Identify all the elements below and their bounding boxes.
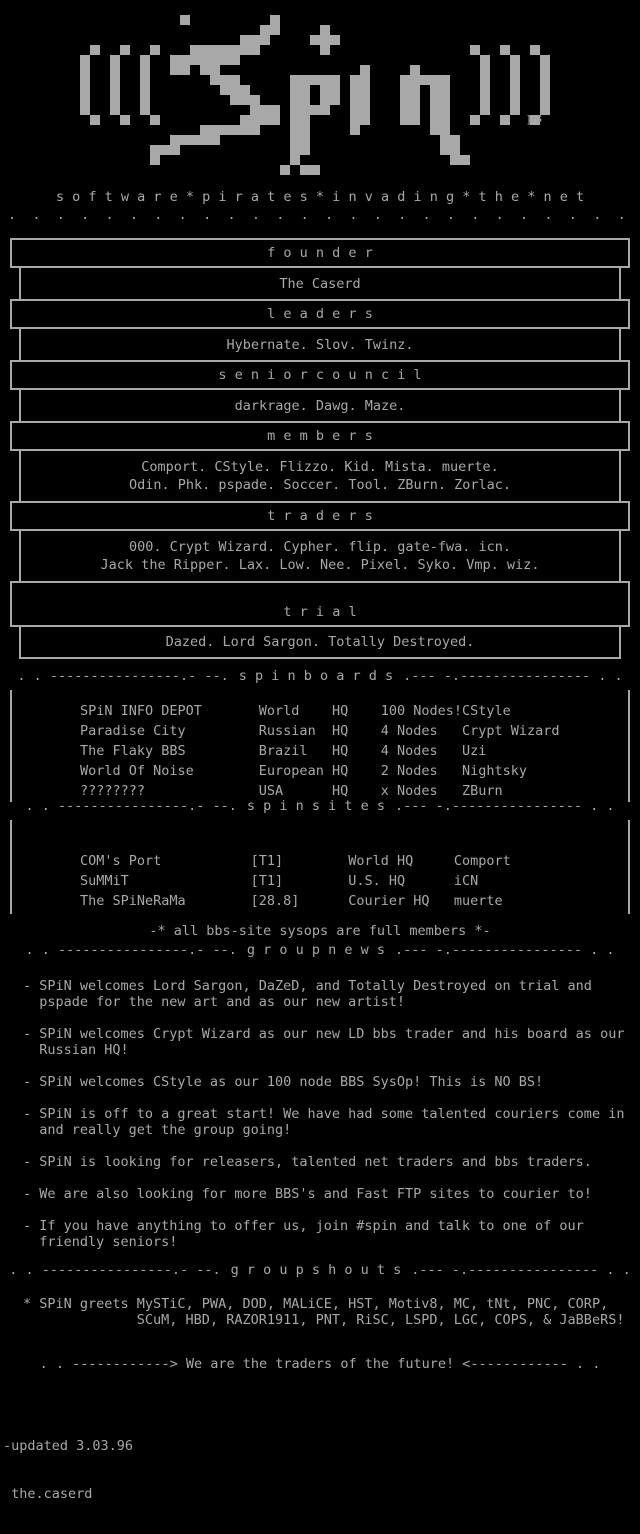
logo-pixel <box>300 95 310 105</box>
logo-pixel <box>140 75 150 85</box>
logo-pixel <box>80 55 90 65</box>
logo-pixel <box>220 125 230 135</box>
news-line: - SPiN is looking for releasers, talented net traders and bbs traders. <box>23 1154 592 1170</box>
greets-line: SCuM, HBD, RAZOR1911, PNT, RiSC, LSPD, LGC, COPS, & JaBBeRS! <box>23 1312 625 1328</box>
logo-pixel <box>180 55 190 65</box>
logo-pixel <box>360 95 370 105</box>
logo-pixel <box>210 135 220 145</box>
logo-pixel <box>450 145 460 155</box>
logo-pixel <box>250 35 260 45</box>
news-line: Russian HQ! <box>23 1042 129 1058</box>
board-name: SPiN INFO DEPOT <box>80 703 202 719</box>
logo-pixel <box>330 75 340 85</box>
logo-pixel <box>480 75 490 85</box>
logo-pixel <box>250 45 260 55</box>
logo-pixel <box>250 115 260 125</box>
logo-pixel <box>530 45 540 55</box>
board-location: USA <box>258 783 284 799</box>
logo-pixel <box>180 135 190 145</box>
logo-pixel <box>360 85 370 95</box>
news-line: - SPiN welcomes Crypt Wizard as our new LD bbs trader and his board as our <box>23 1026 625 1042</box>
logo-pixel <box>440 95 450 105</box>
dots-divider: . . . . . . . . . . . . . . . . . . . . . . . . . . <box>8 207 626 223</box>
rule-dashes-left: . . ----------------.- --. <box>9 1262 221 1278</box>
logo-pixel <box>290 135 300 145</box>
logo-pixel <box>140 105 150 115</box>
board-nodes: x Nodes <box>380 783 438 799</box>
logo-pixel <box>270 15 280 25</box>
logo-pixel <box>140 95 150 105</box>
logo-pixel <box>180 15 190 25</box>
logo-pixel <box>480 95 490 105</box>
logo-pixel <box>200 135 210 145</box>
logo-pixel <box>480 55 490 65</box>
footer-updated: -updated 3.03.96 <box>3 1438 134 1454</box>
news-line: and really get the group going! <box>23 1122 292 1138</box>
logo-pixel <box>320 95 330 105</box>
logo-pixel <box>90 45 100 55</box>
board-row <box>12 761 628 781</box>
news-item <box>23 1074 640 1090</box>
news-item <box>23 1026 640 1058</box>
roster-section-names <box>19 390 621 421</box>
logo-pixel <box>210 65 220 75</box>
logo-pixel <box>150 45 160 55</box>
logo-pixel <box>300 125 310 135</box>
logo-pixel <box>420 75 430 85</box>
roster-names-line: Hybernate. Slov. Twinz. <box>226 336 414 353</box>
roster-section-names <box>19 531 621 581</box>
logo-pixel <box>290 155 300 165</box>
news-item <box>23 978 640 1010</box>
logo-pixel <box>300 165 310 175</box>
logo-pixel <box>90 115 100 125</box>
section-title-groupshouts: g r o u p s h o u t s <box>230 1262 402 1278</box>
board-hq-label: HQ <box>331 703 349 719</box>
logo-pixel <box>440 85 450 95</box>
rule-dashes-right: .--- -.---------------- . . <box>395 798 615 814</box>
board-sysop: Crypt Wizard <box>461 723 560 739</box>
logo-pixel <box>140 65 150 75</box>
logo-pixel <box>290 85 300 95</box>
logo-pixel <box>320 35 330 45</box>
logo-pixel <box>300 75 310 85</box>
roster-section-names <box>19 627 621 659</box>
section-title-spinboards: s p i n b o a r d s <box>238 668 394 684</box>
board-sysop: ZBurn <box>461 783 503 799</box>
logo-pixel <box>450 155 460 165</box>
logo-pixel <box>310 75 320 85</box>
board-row <box>12 721 628 741</box>
board-nodes: 4 Nodes <box>380 743 438 759</box>
logo-pixel <box>290 105 300 115</box>
board-nodes: 100 Nodes! <box>380 703 462 719</box>
logo-pixel <box>410 65 420 75</box>
footer <box>3 1406 133 1534</box>
logo-pixel <box>110 55 120 65</box>
section-rule-groupnews <box>0 942 640 958</box>
logo-pixel <box>200 125 210 135</box>
site-speed: [28.8] <box>250 893 300 909</box>
logo-pixel <box>540 75 550 85</box>
logo-pixel <box>240 35 250 45</box>
logo-pixel <box>180 65 190 75</box>
logo-pixel <box>250 105 260 115</box>
logo-pixel <box>350 105 360 115</box>
groupshouts-section <box>0 1262 640 1328</box>
logo-pixel <box>440 115 450 125</box>
logo-pixel <box>400 95 410 105</box>
logo-pixel <box>510 75 520 85</box>
groupnews-section <box>0 942 640 1266</box>
logo-pixel <box>500 45 510 55</box>
logo-pixel <box>160 145 170 155</box>
slogan-arrow-right: <------------ . . <box>454 1356 601 1372</box>
site-name: COM's Port <box>80 853 162 869</box>
logo-pixel <box>230 95 240 105</box>
news-line: friendly seniors! <box>23 1234 178 1250</box>
logo-pixel <box>80 75 90 85</box>
site-name: The SPiNeRaMa <box>80 893 186 909</box>
logo-pixel <box>430 115 440 125</box>
logo-pixel <box>110 95 120 105</box>
roster-names-line: Comport. CStyle. Flizzo. Kid. Mista. muerte. <box>141 459 499 475</box>
rule-dashes-right: .--- -.---------------- . . <box>411 1262 631 1278</box>
roster-names-line: Odin. Phk. pspade. Soccer. Tool. ZBurn. Zorlac. <box>128 477 511 493</box>
logo-pixel <box>290 145 300 155</box>
logo-pixel <box>170 145 180 155</box>
roster-section-names <box>19 268 621 299</box>
logo-pixel <box>200 55 210 65</box>
logo-pixel <box>110 85 120 95</box>
news-item <box>23 1186 640 1202</box>
logo-pixel <box>170 65 180 75</box>
logo-pixel <box>210 125 220 135</box>
logo-pixel <box>510 85 520 95</box>
logo-pixel <box>360 75 370 85</box>
site-speed: [T1] <box>250 873 284 889</box>
logo-pixel <box>480 105 490 115</box>
news-items <box>0 978 640 1250</box>
logo-pixel <box>270 105 280 115</box>
board-name: Paradise City <box>80 723 186 739</box>
site-sysop: Comport <box>453 853 511 869</box>
board-location: Russian <box>258 723 316 739</box>
logo-pixel <box>440 125 450 135</box>
spin-logo-art <box>0 5 640 180</box>
roster-names-line: darkrage. Dawg. Maze. <box>234 397 406 414</box>
logo-pixel <box>290 95 300 105</box>
logo-pixel <box>230 85 240 95</box>
board-row <box>12 741 628 761</box>
site-row <box>12 891 628 911</box>
rule-dashes-left: . . ----------------.- --. <box>25 942 237 958</box>
logo-pixel <box>220 85 230 95</box>
logo-pixel <box>230 55 240 65</box>
logo-pixel <box>320 85 330 95</box>
logo-pixel <box>150 145 160 155</box>
logo-pixel <box>210 45 220 55</box>
logo-pixel <box>150 115 160 125</box>
logo-pixel <box>430 125 440 135</box>
logo-pixel <box>400 75 410 85</box>
roster-names-line: Dazed. Lord Sargon. Totally Destroyed. <box>165 634 475 650</box>
logo-pixel <box>410 95 420 105</box>
logo-pixel <box>150 155 160 165</box>
logo-pixel <box>210 55 220 65</box>
slogan-arrow-left: . . ------------> <box>39 1356 186 1372</box>
board-sysop: CStyle <box>461 703 511 719</box>
logo-pixel <box>280 165 290 175</box>
section-rule-spinboards <box>0 668 640 684</box>
site-sysop: muerte <box>453 893 503 909</box>
board-hq-label: HQ <box>331 723 349 739</box>
logo-pixel <box>240 45 250 55</box>
roster-names-line: 000. Crypt Wizard. Cypher. flip. gate-fwa. icn. <box>128 539 511 555</box>
footer-author: the.caserd <box>3 1486 93 1502</box>
site-sysop: iCN <box>453 873 479 889</box>
logo-pixel <box>360 65 370 75</box>
rule-dashes-left: . . ----------------.- --. <box>17 668 229 684</box>
board-hq-label: HQ <box>331 763 349 779</box>
rule-dashes-right: .--- -.---------------- . . <box>403 668 623 684</box>
logo-pixel <box>480 65 490 75</box>
logo-pixel <box>300 105 310 115</box>
spinboards-section <box>0 668 640 802</box>
news-line: - We are also looking for more BBS's and Fast FTP sites to courier to! <box>23 1186 592 1202</box>
logo-pixel <box>290 125 300 135</box>
logo-pixel <box>230 45 240 55</box>
logo-pixel <box>320 105 330 115</box>
logo-pixel <box>330 35 340 45</box>
logo-pixel <box>430 75 440 85</box>
logo-pixel <box>140 55 150 65</box>
logo-pixel <box>200 65 210 75</box>
logo-pixel <box>80 65 90 75</box>
logo-pixel <box>540 65 550 75</box>
logo-pixel <box>260 105 270 115</box>
news-line: - SPiN is off to a great start! We have had some talented couriers come in <box>23 1106 625 1122</box>
roster-names-line: Jack the Ripper. Lax. Low. Nee. Pixel. Syko. Vmp. wiz. <box>100 557 540 573</box>
tagline: s o f t w a r e * p i r a t e s * i n v a d i n g * t h e * n e t <box>55 189 585 205</box>
logo-pixel <box>440 135 450 145</box>
site-row <box>12 871 628 891</box>
logo-pixel <box>260 115 270 125</box>
board-location: World <box>258 703 300 719</box>
news-line: pspade for the new art and as our new artist! <box>23 994 406 1010</box>
logo-pixel <box>350 115 360 125</box>
spinboards-table <box>10 690 630 802</box>
logo-pixel <box>210 75 220 85</box>
logo-pixel <box>240 85 250 95</box>
roster-section-header: s e n i o r c o u n c i l <box>10 360 630 390</box>
logo-pixel <box>400 105 410 115</box>
board-location: European <box>258 763 324 779</box>
logo-pixel <box>260 25 270 35</box>
roster-section-header: t r i a l <box>10 581 630 627</box>
roster-names-line: The Caserd <box>279 275 361 292</box>
logo-pixel <box>80 85 90 95</box>
logo-pixel <box>120 45 130 55</box>
greets-line: * SPiN greets MySTiC, PWA, DOD, MALiCE, HST, Motiv8, MC, tNt, PNC, CORP, <box>23 1296 609 1312</box>
site-speed: [T1] <box>250 853 284 869</box>
logo-pixel <box>270 115 280 125</box>
logo-pixel <box>290 75 300 85</box>
site-hq: U.S. HQ <box>348 873 406 889</box>
logo-pixel <box>440 145 450 155</box>
news-line: - SPiN welcomes CStyle as our 100 node BBS SysOp! This is NO BS! <box>23 1074 544 1090</box>
board-name: ???????? <box>80 783 146 799</box>
news-item <box>23 1154 640 1170</box>
logo-pixel <box>110 105 120 115</box>
slogan-text: We are the traders of the future! <box>185 1356 455 1372</box>
logo-pixel <box>510 65 520 75</box>
logo-pixel <box>230 75 240 85</box>
board-name: World Of Noise <box>80 763 194 779</box>
rule-dashes-left: . . ----------------.- --. <box>25 798 237 814</box>
board-location: Brazil <box>258 743 308 759</box>
roster-section-names <box>19 451 621 501</box>
logo-pixel <box>170 135 180 145</box>
board-sysop: Nightsky <box>461 763 527 779</box>
slogan-line <box>0 1356 640 1372</box>
logo-pixel <box>450 135 460 145</box>
logo-pixel <box>350 75 360 85</box>
logo-pixel <box>320 75 330 85</box>
logo-pixel <box>360 105 370 115</box>
logo-pixel <box>110 65 120 75</box>
logo-pixel <box>140 85 150 95</box>
board-name: The Flaky BBS <box>80 743 186 759</box>
logo-pixel <box>510 95 520 105</box>
logo-pixel <box>190 135 200 145</box>
logo-pixel <box>440 105 450 115</box>
roster-section-header: t r a d e r s <box>10 501 630 531</box>
logo-pixel <box>230 125 240 135</box>
logo-pixel <box>120 115 130 125</box>
logo-pixel <box>300 135 310 145</box>
logo-artist-signature: ps <box>527 111 542 126</box>
logo-pixel <box>430 105 440 115</box>
logo-pixel <box>200 45 210 55</box>
logo-pixel <box>410 85 420 95</box>
logo-pixel <box>410 115 420 125</box>
logo-pixel <box>480 85 490 95</box>
logo-pixel <box>350 125 360 135</box>
logo-pixel <box>410 75 420 85</box>
logo-pixel <box>500 115 510 125</box>
sysops-note: -* all bbs-site sysops are full members *- <box>149 923 491 939</box>
section-rule-groupshouts <box>0 1262 640 1278</box>
logo-pixel <box>240 125 250 135</box>
roster-section-header: m e m b e r s <box>10 421 630 451</box>
site-row <box>12 851 628 871</box>
logo-pixel <box>470 115 480 125</box>
logo-pixel <box>540 85 550 95</box>
board-nodes: 4 Nodes <box>380 723 438 739</box>
section-title-groupnews: g r o u p n e w s <box>246 942 386 958</box>
logo-pixel <box>320 25 330 35</box>
logo-pixel <box>410 105 420 115</box>
logo-pixel <box>320 45 330 55</box>
logo-pixel <box>250 95 260 105</box>
board-hq-label: HQ <box>331 743 349 759</box>
logo-pixel <box>310 35 320 45</box>
news-line: - If you have anything to offer us, join #spin and talk to one of our <box>23 1218 584 1234</box>
spinsites-table <box>10 820 630 914</box>
logo-pixel <box>300 115 310 125</box>
section-rule-spinsites <box>0 798 640 814</box>
spinsites-section <box>0 798 640 939</box>
board-hq-label: HQ <box>331 783 349 799</box>
logo-pixel <box>540 55 550 65</box>
logo-pixel <box>300 85 310 95</box>
logo-pixel <box>470 45 480 55</box>
board-row <box>12 701 628 721</box>
news-item <box>23 1106 640 1138</box>
logo-pixel <box>440 75 450 85</box>
logo-pixel <box>240 95 250 105</box>
logo-pixel <box>360 115 370 125</box>
roster-section-header: l e a d e r s <box>10 299 630 329</box>
greets-lines <box>0 1296 640 1328</box>
logo-pixel <box>80 105 90 115</box>
site-name: SuMMiT <box>80 873 129 889</box>
logo-pixel <box>250 125 260 135</box>
board-sysop: Uzi <box>461 743 487 759</box>
logo-pixel <box>430 85 440 95</box>
board-nodes: 2 Nodes <box>380 763 438 779</box>
roster-section-names <box>19 329 621 360</box>
logo-pixel <box>510 105 520 115</box>
logo-pixel <box>400 115 410 125</box>
logo-pixel <box>220 75 230 85</box>
roster-section-header: f o u n d e r <box>10 238 630 268</box>
rule-dashes-right: .--- -.---------------- . . <box>395 942 615 958</box>
roster <box>10 238 630 659</box>
logo-pixel <box>220 45 230 55</box>
site-hq: Courier HQ <box>348 893 430 909</box>
logo-pixel <box>310 105 320 115</box>
logo-pixel <box>350 85 360 95</box>
site-hq: World HQ <box>348 853 414 869</box>
logo-pixel <box>540 95 550 105</box>
logo-pixel <box>80 95 90 105</box>
logo-pixel <box>350 95 360 105</box>
logo-pixel <box>430 95 440 105</box>
logo-pixel <box>170 55 180 65</box>
logo-pixel <box>190 55 200 65</box>
logo-pixel <box>220 55 230 65</box>
logo-pixel <box>300 145 310 155</box>
logo-pixel <box>240 115 250 125</box>
section-title-spinsites: s p i n s i t e s <box>246 798 386 814</box>
news-line: - SPiN welcomes Lord Sargon, DaZeD, and Totally Destroyed on trial and <box>23 978 592 994</box>
logo-pixel <box>330 85 340 95</box>
logo-pixel <box>190 45 200 55</box>
logo-pixel <box>460 155 470 165</box>
logo-pixel <box>510 55 520 65</box>
logo-pixel <box>400 85 410 95</box>
logo-pixel <box>110 75 120 85</box>
logo-pixel <box>310 165 320 175</box>
logo-pixel <box>330 95 340 105</box>
logo-pixel <box>260 35 270 45</box>
logo-pixel <box>290 115 300 125</box>
news-item <box>23 1218 640 1250</box>
logo-pixel <box>270 25 280 35</box>
